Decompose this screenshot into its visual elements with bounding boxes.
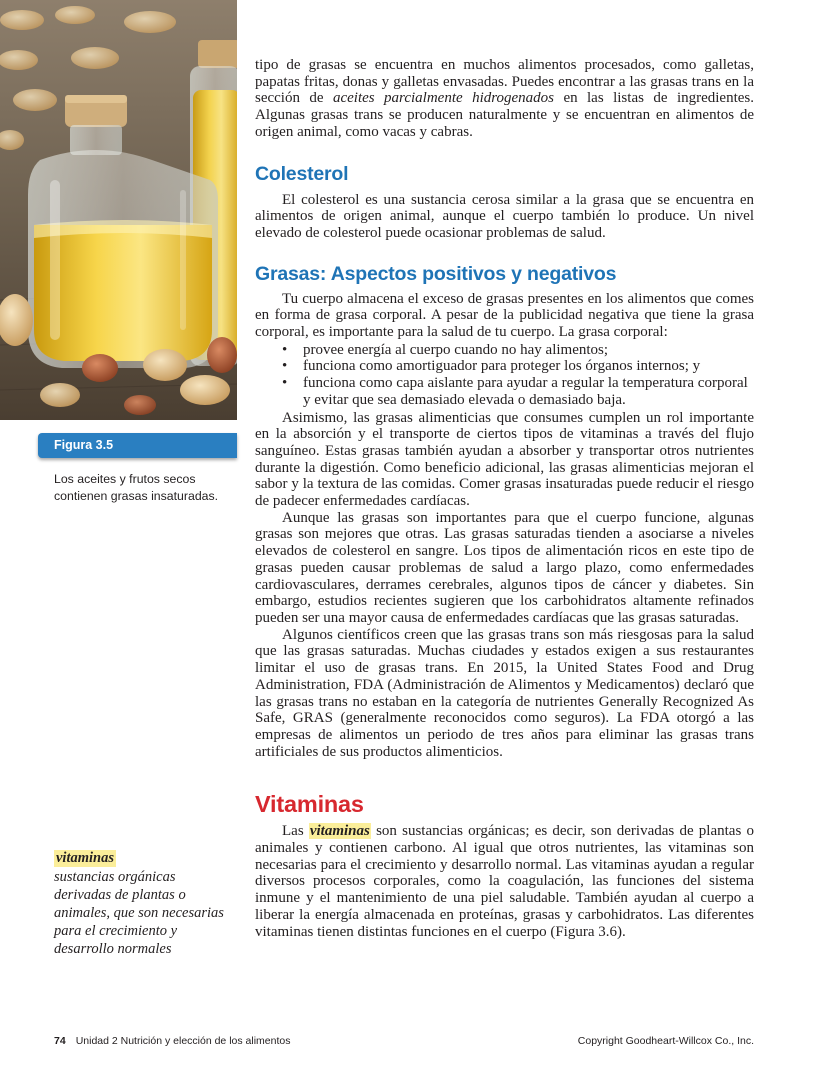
vitaminas-text-post: son sustancias orgánicas; es decir, son derivadas de plantas o animales y contienen carbono. Al igual que otros nutrientes, las vitaminas son necesarias para el crecimiento y desarrollo normal. Las vitaminas ayudan a regular diversos procesos corporales, como la coagulación, las funciones del sistema inmune y el mantenimiento de una piel saludable. También ayudan al cuerpo a liberar la energía almacenada en proteínas, grasas y carbohidratos. Las diferentes vitaminas tienen distintas funciones en el cuerpo (Figura 3.6).	[255, 823, 754, 940]
list-item-text: provee energía al cuerpo cuando no hay alimentos;	[303, 341, 609, 358]
page-number: 74	[54, 1035, 66, 1047]
section-heading-colesterol: Colesterol	[255, 162, 349, 185]
vitaminas-keyword: vitaminas	[309, 823, 370, 840]
list-item-text: funciona como amortiguador para proteger los órganos internos; y	[303, 358, 701, 375]
colesterol-paragraph: El colesterol es una sustancia cerosa similar a la grasa que se encuentra en alimentos de origen animal, aunque el cuerpo también lo produce. Un nivel elevado de colesterol puede ocasionar problemas de salud.	[255, 191, 754, 241]
section-heading-vitaminas: Vitaminas	[255, 791, 364, 818]
glossary-term: vitaminas	[56, 850, 115, 866]
list-item	[255, 358, 754, 375]
grasas-bullet-list	[255, 342, 754, 409]
main-column	[255, 57, 754, 940]
intro-italic-term: aceites parcialmente hidrogenados	[332, 90, 555, 107]
list-item	[255, 342, 754, 359]
section-heading-grasas: Grasas: Aspectos positivos y negativos	[255, 262, 617, 285]
glossary-note	[54, 849, 234, 958]
grasas-paragraph-2: Asimismo, las grasas alimenticias que consumes cumplen un rol importante en la absorción y el transporte de ciertos tipos de vitaminas a través del flujo sanguíneo. Estas grasas también ayudan a absorber y transportar otros nutrientes durante la digestión. Como beneficio adicional, las grasas alimenticias mejoran el sabor y la textura de las comidas. Comer grasas insaturadas puede reducir el riesgo de padecer enfermedades cardíacas.	[255, 409, 754, 510]
grasas-paragraph-3: Aunque las grasas son importantes para que el cuerpo funcione, algunas grasas son mejores que otras. Las grasas saturadas tienden a asociarse a niveles elevados de colesterol en sangre. Los tipos de alimentación ricos en este tipo de grasas pueden causar problemas de salud a largo plazo, como enfermedades cardiovasculares, derrames cerebrales, algunos tipos de cáncer y diabetes. Sin embargo, estudios recientes sugieren que los carbohidratos altamente refinados pueden ser una mayor causa de enfermedades cardíacas que las grasas saturadas.	[255, 509, 754, 626]
page-footer	[54, 1034, 754, 1048]
list-item	[255, 375, 754, 408]
list-item-text: funciona como capa aislante para ayudar a regular la temperatura corporal y evitar que sea demasiado elevada o demasiado baja.	[303, 375, 748, 408]
vitaminas-paragraph	[255, 823, 754, 940]
grasas-paragraph-4: Algunos científicos creen que las grasas trans son más riesgosas para la salud que las grasas saturadas. Muchas ciudades y estados exigen a sus restaurantes limitar el uso de grasas trans. En 2015, la United States Food and Drug Administration, FDA (Administración de Alimentos y Medicamentos) declaró que las grasas trans no estaban en la categoría de nutrientes Generally Recognized As Safe, GRAS (generalmente reconocidos como seguros). La FDA otorgó a las empresas de alimentos un periodo de tres años para eliminar las grasas trans artificiales de sus productos alimenticios.	[255, 626, 754, 760]
footer-copyright: Copyright Goodheart-Willcox Co., Inc.	[577, 1035, 754, 1047]
figure-caption: Los aceites y frutos secos contienen grasas insaturadas.	[54, 472, 219, 503]
figure-label: Figura 3.5	[38, 433, 237, 458]
footer-unit-title: Unidad 2 Nutrición y elección de los alimentos	[75, 1035, 291, 1047]
bullet-icon: •	[282, 375, 288, 392]
vitaminas-text-pre: Las	[282, 823, 309, 840]
intro-text-1: tipo de grasas se encuentra en muchos alimentos procesados, como galletas, papatas fritas, donas y galletas envasadas. Puedes encontrar a las grasas trans en la sección de	[255, 57, 754, 107]
intro-text-2: en las listas de ingredientes. Algunas grasas trans se producen naturalmente y se encuentran en alimentos de origen animal, como vacas y cabras.	[255, 90, 754, 140]
bullet-icon: •	[282, 341, 288, 358]
grasas-paragraph-1: Tu cuerpo almacena el exceso de grasas presentes en los alimentos que comes en forma de grasa corporal. A pesar de la publicidad negativa que tiene la grasa corporal, es importante para la salud de tu cuerpo. La grasa corporal:	[255, 290, 754, 341]
bullet-icon: •	[282, 358, 288, 375]
glossary-definition: sustancias orgánicas derivadas de plantas o animales, que son necesarias para el crecimiento y desarrollo normales	[54, 869, 224, 957]
intro-paragraph	[255, 57, 754, 141]
oil-bottles-illustration	[0, 0, 237, 420]
figure-photo-oil-and-nuts	[0, 0, 237, 420]
